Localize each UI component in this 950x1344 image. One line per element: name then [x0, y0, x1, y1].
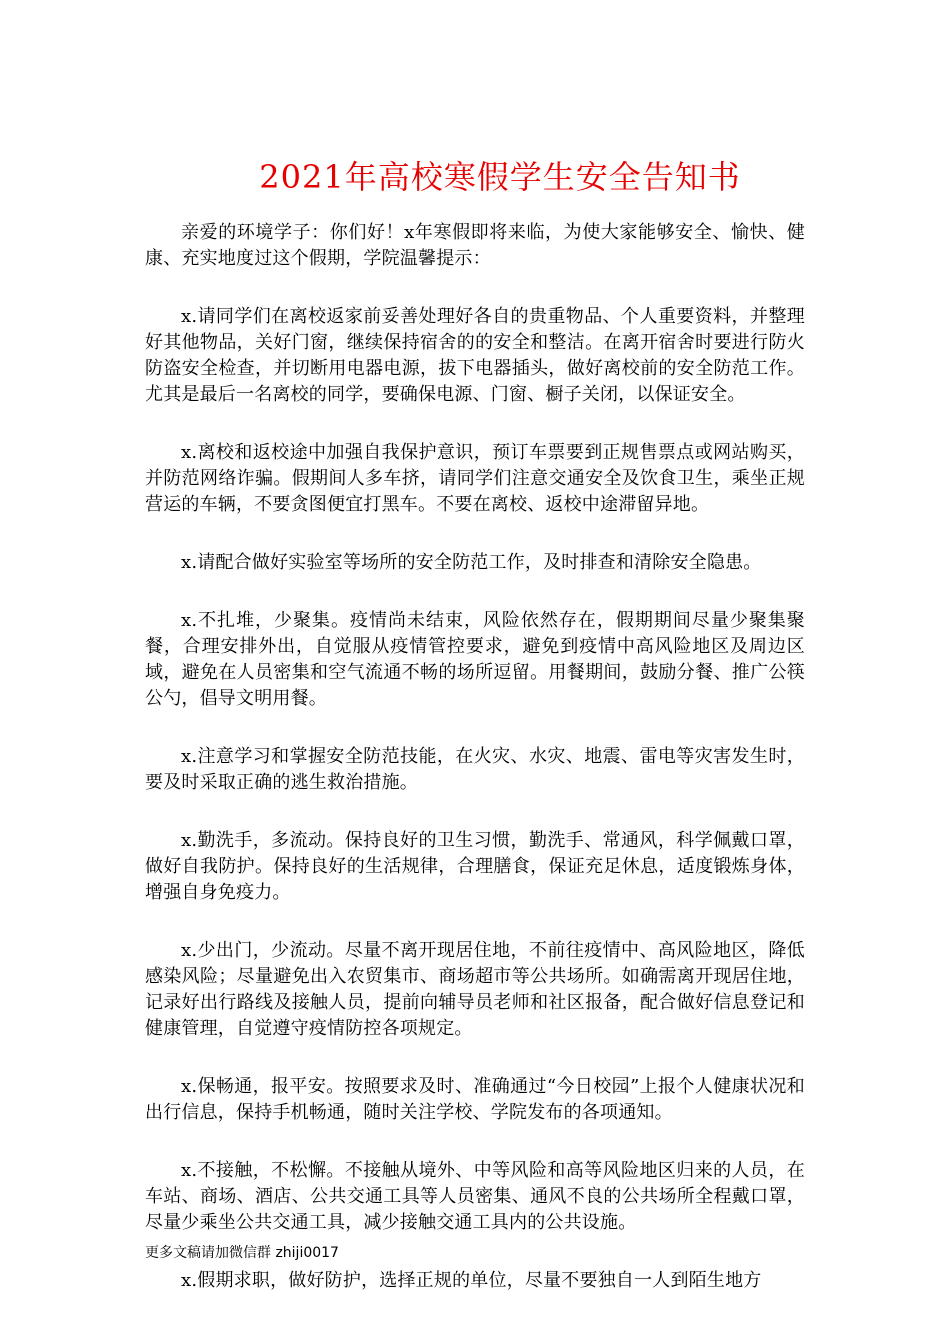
paragraph-item-2: x.离校和返校途中加强自我保护意识，预订车票要到正规售票点或网站购买，并防范网络诈骗。假期间人多车挤，请同学们注意交通安全及饮食卫生，乘坐正规营运的车辆，不要贪图便宜打黑车。不要在离校、返校中途滞留异地。	[145, 442, 805, 515]
paragraph-item-4: x.不扎堆，少聚集。疫情尚未结束，风险依然存在，假期期间尽量少聚集聚餐，合理安排外出，自觉服从疫情管控要求，避免到疫情中高风险地区及周边区域，避免在人员密集和空气流通不畅的场所逗留。用餐期间，鼓励分餐、推广公筷公勺，倡导文明用餐。	[145, 610, 805, 709]
paragraph-item-1: x.请同学们在离校返家前妥善处理好各自的贵重物品、个人重要资料，并整理好其他物品，关好门窗，继续保持宿舍的的安全和整洁。在离开宿舍时要进行防火防盗安全检查，并切断用电器电源，拔下电器插头，做好离校前的安全防范工作。尤其是最后一名离校的同学，要确保电源、门窗、橱子关闭，以保证安全。	[145, 306, 805, 405]
paragraph-item-10: x.假期求职，做好防护，选择正规的单位，尽量不要独自一人到陌生地方	[181, 1270, 762, 1291]
paragraph-item-3: x.请配合做好实验室等场所的安全防范工作，及时排查和清除安全隐患。	[181, 552, 762, 573]
paragraph-item-7: x.少出门，少流动。尽量不离开现居住地，不前往疫情中、高风险地区，降低感染风险；尽量避免出入农贸集市、商场超市等公共场所。如确需离开现居住地，记录好出行路线及接触人员，提前向辅导员老师和社区报备，配合做好信息登记和健康管理，自觉遵守疫情防控各项规定。	[145, 940, 805, 1039]
paragraph-item-9: x.不接触，不松懈。不接触从境外、中等风险和高等风险地区归来的人员，在车站、商场、酒店、公共交通工具等人员密集、通风不良的公共场所全程戴口罩，尽量少乘坐公共交通工具，减少接触交通工具内的公共设施。	[145, 1160, 805, 1233]
footer-note: 更多文稿请加微信群 zhiji0017	[145, 1245, 339, 1261]
paragraph-greeting: 亲爱的环境学子：你们好！x年寒假即将来临，为使大家能够安全、愉快、健康、充实地度过这个假期，学院温馨提示：	[145, 222, 805, 269]
paragraph-item-8: x.保畅通，报平安。按照要求及时、准确通过“今日校园”上报个人健康状况和出行信息，保持手机畅通，随时关注学校、学院发布的各项通知。	[145, 1076, 805, 1123]
paragraph-item-6: x.勤洗手，多流动。保持良好的卫生习惯，勤洗手、常通风，科学佩戴口罩，做好自我防护。保持良好的生活规律，合理膳食，保证充足休息，适度锻炼身体，增强自身免疫力。	[145, 830, 805, 903]
paragraph-item-5: x.注意学习和掌握安全防范技能，在火灾、水灾、地震、雷电等灾害发生时，要及时采取正确的逃生救治措施。	[145, 746, 805, 793]
document-body	[145, 220, 805, 1326]
document-title: 2021年高校寒假学生安全告知书	[259, 158, 741, 196]
